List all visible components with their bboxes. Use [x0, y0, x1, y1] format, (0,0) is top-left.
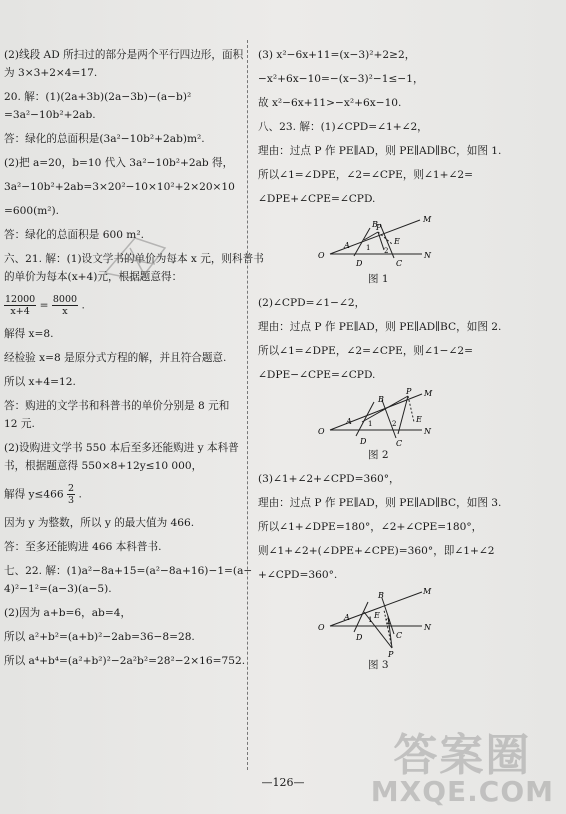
- stamp-sketch: [95, 228, 175, 283]
- text-line: 则∠1+∠2+(∠DPE+∠CPE)=360°，即∠1+∠2: [258, 545, 495, 557]
- text-line: 所以∠1=∠DPE，∠2=∠CPE，则∠1+∠2=: [258, 169, 474, 181]
- text-line: −x²+6x−10=−(x−3)²−1≤−1，: [258, 73, 424, 85]
- figure-1: [316, 210, 436, 272]
- label-P: P: [388, 650, 394, 658]
- text-line: 书，根据题意得 550×8+12y≤10 000，: [4, 460, 203, 472]
- text-line: 答：至多还能购进 466 本科普书.: [4, 541, 162, 553]
- text-line: 的单价为每本(x+4)元，根据题意得：: [4, 271, 183, 283]
- figure-caption: 图 1: [368, 273, 389, 285]
- text-line: (2)∠CPD=∠1−∠2，: [258, 297, 366, 309]
- label-M: M: [423, 215, 432, 224]
- fraction-numerator: 12000: [5, 294, 36, 305]
- label-E: E: [416, 415, 422, 424]
- text-line: 因为 y 为整数，所以 y 的最大值为 466.: [4, 517, 195, 529]
- text-line: 所以 a²+b²=(a+b)²−2ab=36−8=28.: [4, 631, 195, 643]
- figure-3: [316, 586, 436, 658]
- label-P: P: [406, 387, 412, 396]
- text-line: 答：绿化的总面积是(3a²−10b²+2ab)m².: [4, 133, 205, 145]
- text-line: 答：绿化的总面积是 600 m².: [4, 229, 144, 241]
- text-line: 4)²−1²=(a−3)(a−5).: [4, 583, 112, 595]
- label-A: A: [346, 417, 352, 426]
- fraction: [67, 483, 75, 506]
- label-B: B: [378, 591, 384, 600]
- fraction: [52, 294, 78, 317]
- label-A: A: [344, 241, 350, 250]
- text-line: 八、23. 解：(1)∠CPD=∠1+∠2，: [258, 121, 428, 133]
- label-2: 2: [384, 247, 389, 255]
- label-N: N: [424, 251, 431, 260]
- equation-line: [4, 483, 242, 506]
- text-line: 故 x²−6x+11>−x²+6x−10.: [258, 97, 402, 109]
- text-line: 六、21. 解：(1)设文学书的单价为每本 x 元，则科普书: [4, 253, 264, 265]
- text-line: (3) x²−6x+11=(x−3)²+2≥2，: [258, 49, 416, 61]
- label-N: N: [424, 427, 431, 436]
- text-line: =3a²−10b²+2ab.: [4, 109, 96, 121]
- fraction-denominator: x: [62, 306, 68, 317]
- label-O: O: [318, 251, 325, 260]
- period: .: [81, 299, 85, 312]
- text-line: 所以 a⁴+b⁴=(a²+b²)²−2a²b²=28²−2×16=752.: [4, 655, 246, 667]
- right-column: [258, 48, 558, 682]
- label-2: 2: [386, 618, 391, 626]
- text-line: (2)因为 a+b=6，ab=4，: [4, 607, 132, 619]
- watermark-bottom: MXQE.COM: [370, 775, 554, 808]
- left-column: [4, 48, 264, 678]
- equation-line: [4, 294, 242, 317]
- page-number: —126—: [261, 776, 305, 789]
- text-line: 经检验 x=8 是原分式方程的解，并且符合题意.: [4, 352, 227, 364]
- text-line: +∠CPD=360°.: [258, 569, 338, 581]
- label-B: B: [378, 395, 384, 404]
- label-D: D: [360, 437, 367, 446]
- text-line: (3)∠1+∠2+∠CPD=360°，: [258, 473, 400, 485]
- text-line: (2)设购进文学书 550 本后至多还能购进 y 本科普: [4, 442, 239, 454]
- label-D: D: [356, 259, 363, 268]
- text-span: 解得 y≤466: [4, 488, 64, 501]
- label-E: E: [374, 611, 380, 620]
- figure-2: [316, 386, 436, 448]
- label-A: A: [344, 613, 350, 622]
- text-line: 所以∠1=∠DPE，∠2=∠CPE，则∠1−∠2=: [258, 345, 474, 357]
- fraction-numerator: 8000: [52, 294, 78, 305]
- text-line: ∠DPE+∠CPE=∠CPD.: [258, 193, 376, 205]
- text-line: 所以 x+4=12.: [4, 376, 76, 388]
- label-P: P: [376, 223, 382, 232]
- label-C: C: [396, 631, 403, 640]
- text-line: (2)把 a=20，b=10 代入 3a²−10b²+2ab 得，: [4, 157, 234, 169]
- label-M: M: [423, 587, 432, 596]
- text-line: 解得 x=8.: [4, 328, 54, 340]
- label-2: 2: [392, 420, 397, 428]
- text-line: 12 元.: [4, 418, 35, 430]
- period: .: [78, 488, 82, 501]
- label-C: C: [396, 439, 403, 448]
- fraction: [4, 294, 36, 317]
- column-divider: [247, 40, 249, 770]
- watermark: [370, 730, 554, 808]
- figure-caption: 图 3: [368, 659, 389, 671]
- equals-sign: =: [39, 299, 49, 312]
- label-1: 1: [366, 244, 371, 252]
- text-line: =600(m²).: [4, 205, 60, 217]
- text-line: 所以∠1+∠DPE=180°，∠2+∠CPE=180°，: [258, 521, 483, 533]
- fraction-denominator: x+4: [10, 306, 30, 317]
- label-O: O: [318, 427, 325, 436]
- label-N: N: [424, 623, 431, 632]
- label-D: D: [356, 633, 363, 642]
- text-line: 理由：过点 P 作 PE∥AD，则 PE∥AD∥BC，如图 3.: [258, 497, 502, 509]
- text-line: ∠DPE−∠CPE=∠CPD.: [258, 369, 376, 381]
- text-line: 答：购进的文学书和科普书的单价分别是 8 元和: [4, 400, 230, 412]
- text-line: 理由：过点 P 作 PE∥AD，则 PE∥AD∥BC，如图 2.: [258, 321, 502, 333]
- label-1: 1: [368, 420, 373, 428]
- label-1: 1: [368, 616, 373, 624]
- label-O: O: [318, 623, 325, 632]
- text-line: 20. 解：(1)(2a+3b)(2a−3b)−(a−b)²: [4, 91, 192, 103]
- label-M: M: [424, 389, 433, 398]
- watermark-top: 答案圈: [393, 730, 532, 781]
- text-line: 七、22. 解：(1)a²−8a+15=(a²−8a+16)−1=(a−: [4, 565, 253, 577]
- fraction-denominator: 3: [68, 495, 75, 506]
- label-B: B: [372, 220, 378, 229]
- text-line: (2)线段 AD 所扫过的部分是两个平行四边形，面积: [4, 49, 244, 61]
- label-E: E: [394, 237, 400, 246]
- text-line: 为 3×3+2×4=17.: [4, 67, 98, 79]
- text-line: 理由：过点 P 作 PE∥AD，则 PE∥AD∥BC，如图 1.: [258, 145, 502, 157]
- fraction-numerator: 2: [68, 483, 75, 494]
- label-C: C: [396, 259, 403, 268]
- text-line: 3a²−10b²+2ab=3×20²−10×10²+2×20×10: [4, 181, 235, 193]
- figure-caption: 图 2: [368, 449, 389, 461]
